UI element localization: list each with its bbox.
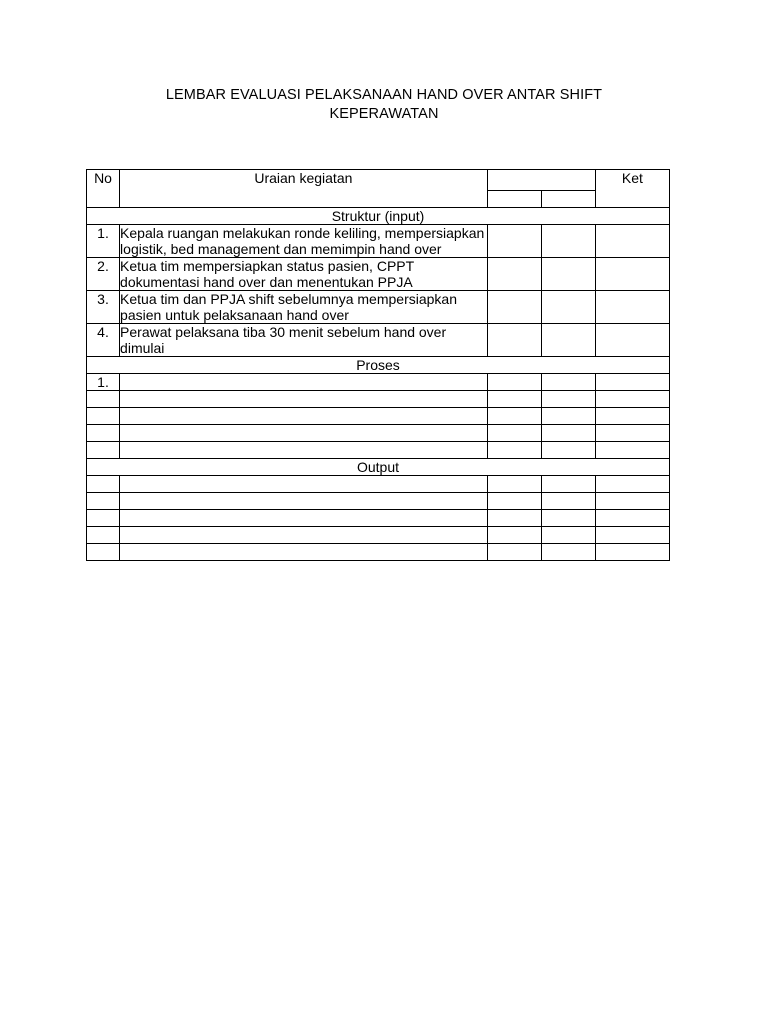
row-number: 3.	[87, 291, 120, 324]
table-row	[87, 527, 670, 544]
row-description[interactable]	[120, 527, 488, 544]
ket-cell[interactable]	[595, 425, 669, 442]
row-description[interactable]	[120, 442, 488, 459]
row-number	[87, 425, 120, 442]
row-number: 2.	[87, 258, 120, 291]
check-cell[interactable]	[487, 291, 541, 324]
ket-cell[interactable]	[595, 291, 669, 324]
check-cell[interactable]	[541, 225, 595, 258]
check-cell[interactable]	[487, 544, 541, 561]
ket-cell[interactable]	[595, 408, 669, 425]
ket-cell[interactable]	[595, 527, 669, 544]
table-row	[87, 442, 670, 459]
ket-cell[interactable]	[595, 374, 669, 391]
ket-cell[interactable]	[595, 442, 669, 459]
ket-cell[interactable]	[595, 510, 669, 527]
row-number	[87, 493, 120, 510]
table-row	[87, 544, 670, 561]
evaluation-table	[86, 169, 670, 561]
row-description[interactable]	[120, 408, 488, 425]
check-cell[interactable]	[487, 442, 541, 459]
section-row-output	[87, 459, 670, 476]
check-cell[interactable]	[541, 324, 595, 357]
check-cell[interactable]	[541, 408, 595, 425]
row-description[interactable]	[120, 425, 488, 442]
row-description: Ketua tim mempersiapkan status pasien, CPPT dokumentasi hand over dan menentukan PPJA	[120, 258, 488, 291]
row-description: Kepala ruangan melakukan ronde keliling, mempersiapkan logistik, bed management dan memimpin hand over	[120, 225, 488, 258]
check-cell[interactable]	[541, 493, 595, 510]
table-row	[87, 291, 670, 324]
section-row-struktur	[87, 208, 670, 225]
check-cell[interactable]	[487, 391, 541, 408]
row-number: 4.	[87, 324, 120, 357]
table-row	[87, 476, 670, 493]
table-row	[87, 258, 670, 291]
row-number	[87, 391, 120, 408]
row-description[interactable]	[120, 476, 488, 493]
check-cell[interactable]	[541, 544, 595, 561]
row-description[interactable]	[120, 510, 488, 527]
header-sub-b	[541, 191, 595, 208]
ket-cell[interactable]	[595, 476, 669, 493]
check-cell[interactable]	[541, 510, 595, 527]
row-description[interactable]	[120, 493, 488, 510]
row-number	[87, 544, 120, 561]
table-row	[87, 225, 670, 258]
check-cell[interactable]	[541, 374, 595, 391]
ket-cell[interactable]	[595, 225, 669, 258]
check-cell[interactable]	[487, 225, 541, 258]
check-cell[interactable]	[487, 425, 541, 442]
check-cell[interactable]	[487, 527, 541, 544]
row-number	[87, 510, 120, 527]
check-cell[interactable]	[541, 527, 595, 544]
table-row	[87, 374, 670, 391]
row-number	[87, 527, 120, 544]
check-cell[interactable]	[541, 476, 595, 493]
section-row-proses	[87, 357, 670, 374]
header-group-cell	[487, 170, 595, 191]
section-proses: Proses	[87, 357, 670, 374]
check-cell[interactable]	[541, 391, 595, 408]
check-cell[interactable]	[487, 258, 541, 291]
row-number: 1.	[87, 225, 120, 258]
row-description: Ketua tim dan PPJA shift sebelumnya mempersiapkan pasien untuk pelaksanaan hand over	[120, 291, 488, 324]
check-cell[interactable]	[541, 258, 595, 291]
document-title	[0, 86, 768, 124]
check-cell[interactable]	[487, 493, 541, 510]
row-description[interactable]	[120, 391, 488, 408]
section-struktur: Struktur (input)	[87, 208, 670, 225]
ket-cell[interactable]	[595, 544, 669, 561]
section-output: Output	[87, 459, 670, 476]
row-description[interactable]	[120, 544, 488, 561]
check-cell[interactable]	[487, 324, 541, 357]
header-row	[87, 170, 670, 191]
table-row	[87, 408, 670, 425]
check-cell[interactable]	[487, 476, 541, 493]
header-sub-a	[487, 191, 541, 208]
row-number	[87, 408, 120, 425]
header-ket: Ket	[595, 170, 669, 208]
title-line-1: LEMBAR EVALUASI PELAKSANAAN HAND OVER ANTAR SHIFT	[165, 87, 603, 103]
check-cell[interactable]	[487, 510, 541, 527]
row-number	[87, 476, 120, 493]
row-number	[87, 442, 120, 459]
header-no: No	[87, 170, 120, 208]
row-description: Perawat pelaksana tiba 30 menit sebelum hand over dimulai	[120, 324, 488, 357]
check-cell[interactable]	[541, 291, 595, 324]
check-cell[interactable]	[541, 425, 595, 442]
check-cell[interactable]	[487, 408, 541, 425]
ket-cell[interactable]	[595, 324, 669, 357]
header-uraian: Uraian kegiatan	[120, 170, 488, 208]
table-row	[87, 425, 670, 442]
row-number: 1.	[87, 374, 120, 391]
check-cell[interactable]	[541, 442, 595, 459]
ket-cell[interactable]	[595, 258, 669, 291]
table-row	[87, 391, 670, 408]
table-row	[87, 510, 670, 527]
title-line-2: KEPERAWATAN	[329, 106, 439, 122]
ket-cell[interactable]	[595, 391, 669, 408]
ket-cell[interactable]	[595, 493, 669, 510]
row-description[interactable]	[120, 374, 488, 391]
check-cell[interactable]	[487, 374, 541, 391]
table-row	[87, 493, 670, 510]
table-row	[87, 324, 670, 357]
